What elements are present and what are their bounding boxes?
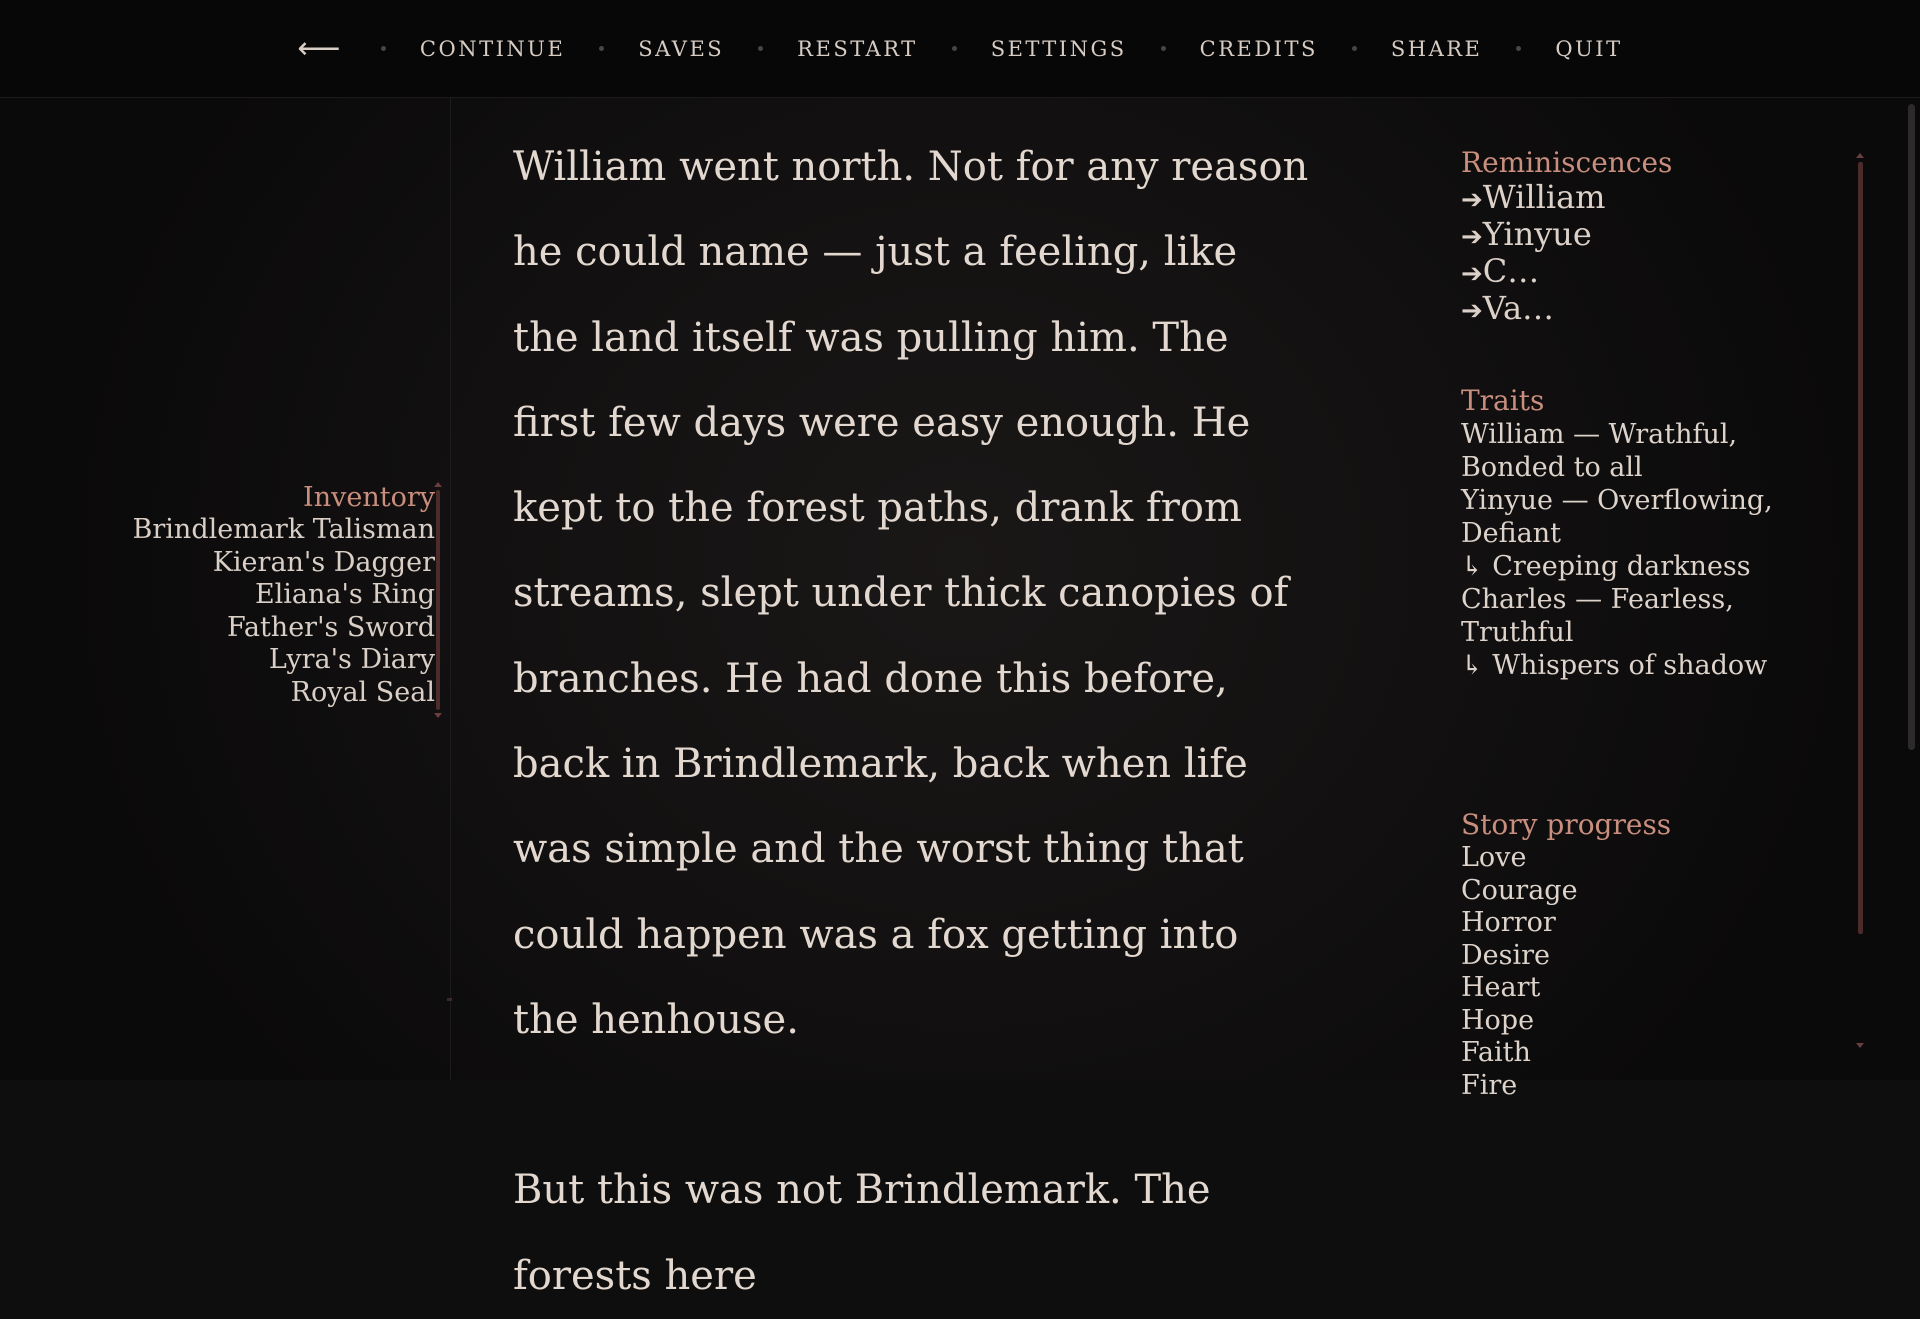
inventory-item[interactable]: Royal Seal	[290, 676, 435, 708]
reminiscences-heading: Reminiscences	[1461, 146, 1673, 179]
nav-separator-dot	[1161, 46, 1166, 51]
progress-item: Love	[1461, 842, 1527, 873]
inventory-item[interactable]: Kieran's Dagger	[212, 546, 435, 578]
reminiscence-link-c[interactable]	[1461, 254, 1841, 291]
scroll-down-icon[interactable]	[434, 713, 442, 718]
scroll-down-icon[interactable]	[1856, 1043, 1864, 1048]
reminiscence-label: Yinyue	[1482, 215, 1592, 253]
story-text	[513, 125, 1313, 1319]
restart-button[interactable]: RESTART	[797, 36, 918, 61]
status-panel-scrollbar[interactable]	[1858, 162, 1863, 934]
trait-line: Yinyue — Overflowing, Defiant	[1461, 485, 1773, 549]
arrow-right-icon: ➔	[1461, 185, 1483, 215]
reminiscence-label: Va…	[1482, 289, 1555, 327]
progress-item: Desire	[1461, 939, 1551, 971]
inventory-panel	[120, 482, 435, 712]
progress-item: Fire	[1461, 1069, 1518, 1101]
quit-button[interactable]: QUIT	[1555, 36, 1623, 61]
inventory-item[interactable]: Lyra's Diary	[268, 644, 435, 675]
reminiscences-section	[1461, 146, 1841, 328]
progress-item: Horror	[1461, 907, 1556, 938]
story-progress-section	[1461, 808, 1841, 1102]
nav-separator-dot	[758, 46, 763, 51]
arrow-right-icon: ➔	[1461, 259, 1483, 289]
back-arrow-icon[interactable]: ⟵	[297, 30, 343, 66]
progress-item: Heart	[1461, 972, 1541, 1003]
reminiscence-link-va[interactable]	[1461, 291, 1841, 328]
reminiscence-link-yinyue[interactable]	[1461, 217, 1841, 254]
divider-mark	[447, 998, 452, 1001]
reminiscence-label: C…	[1482, 252, 1540, 290]
story-progress-heading: Story progress	[1461, 808, 1672, 841]
story-paragraph: William went north. Not for any reason he could name — just a feeling, like the land itself was pulling him. The first few days were easy enough. He kept to the forest paths, drank from streams, slept under thick canopies of branches. He had done this before, back in Brindlemark, back when life was simple and the worst thing that could happen was a fox getting into the henhouse.	[513, 144, 1309, 1043]
main-menu	[0, 0, 1920, 97]
inventory-item[interactable]: Father's Sword	[226, 611, 435, 643]
trait-line: Charles — Fearless, Truthful	[1461, 584, 1734, 648]
arrow-right-icon: ➔	[1461, 296, 1483, 326]
nav-separator-dot	[1352, 46, 1357, 51]
traits-section	[1461, 384, 1841, 682]
credits-button[interactable]: CREDITS	[1199, 36, 1318, 61]
inventory-heading: Inventory	[303, 482, 435, 513]
nav-separator-dot	[381, 46, 386, 51]
saves-button[interactable]: SAVES	[638, 36, 725, 61]
status-panel	[1461, 146, 1861, 1101]
top-nav-bar	[0, 0, 1920, 98]
story-paragraph: But this was not Brindlemark. The forests here	[513, 1167, 1211, 1299]
nav-separator-dot	[952, 46, 957, 51]
settings-button[interactable]: SETTINGS	[990, 36, 1127, 61]
nav-separator-dot	[599, 46, 604, 51]
page-scrollbar[interactable]	[1908, 104, 1915, 750]
trait-line: William — Wrathful, Bonded to all	[1461, 419, 1738, 483]
status-panel-content	[1461, 146, 1841, 1102]
scroll-up-icon[interactable]	[434, 482, 442, 487]
trait-line: ↳ Whispers of shadow	[1461, 650, 1768, 681]
progress-item: Courage	[1461, 874, 1578, 906]
traits-heading: Traits	[1461, 384, 1545, 417]
scroll-up-icon[interactable]	[1856, 153, 1864, 158]
arrow-right-icon: ➔	[1461, 222, 1483, 252]
nav-separator-dot	[1516, 46, 1521, 51]
inventory-scrollbar[interactable]	[436, 490, 440, 710]
progress-item: Faith	[1461, 1037, 1531, 1068]
reminiscence-label: William	[1482, 178, 1606, 216]
inventory-item[interactable]: Brindlemark Talisman	[132, 514, 435, 545]
progress-item: Hope	[1461, 1004, 1535, 1036]
share-button[interactable]: SHARE	[1390, 36, 1483, 61]
reminiscence-link-william[interactable]	[1461, 180, 1841, 217]
inventory-item[interactable]: Eliana's Ring	[254, 579, 435, 610]
continue-button[interactable]: CONTINUE	[419, 36, 566, 61]
trait-line: ↳ Creeping darkness	[1461, 551, 1751, 582]
panel-divider	[450, 97, 451, 1080]
